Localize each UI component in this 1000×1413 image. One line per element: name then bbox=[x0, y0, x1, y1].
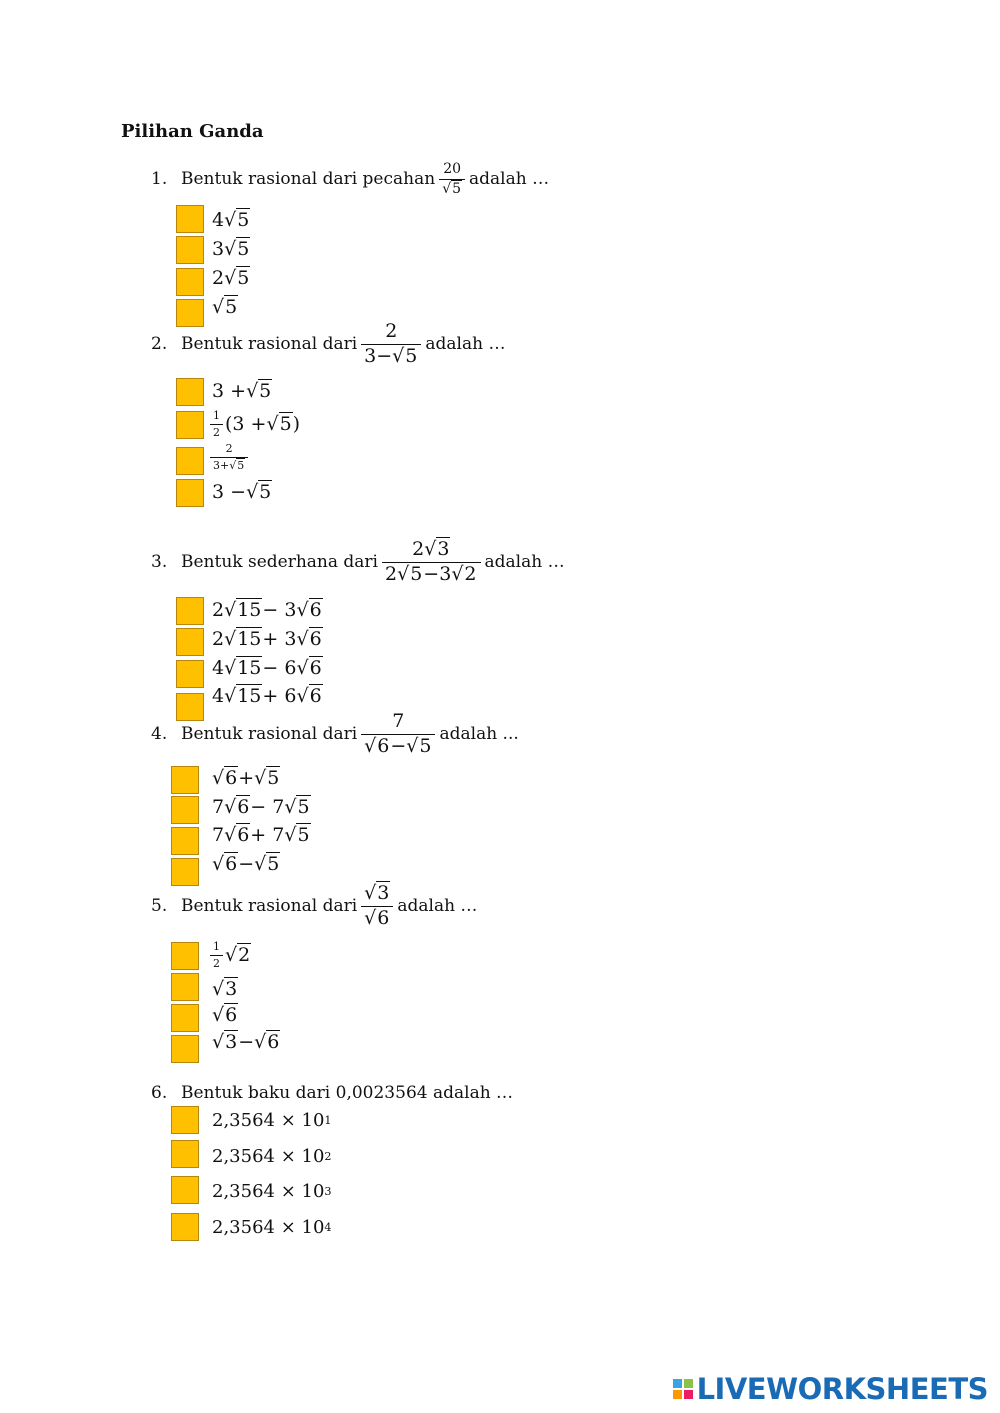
answer-box-4a[interactable] bbox=[171, 766, 199, 794]
option-6c: 2,3564 × 10 3 bbox=[212, 1181, 332, 1202]
question-suffix: adalah … bbox=[484, 552, 565, 573]
question-suffix: adalah … bbox=[425, 334, 506, 355]
answer-box-3a[interactable] bbox=[176, 597, 204, 625]
option-1c: 2 √5 bbox=[212, 267, 250, 289]
question-text: Bentuk sederhana dari bbox=[181, 552, 378, 573]
answer-box-2b[interactable] bbox=[176, 411, 204, 439]
answer-box-5a[interactable] bbox=[171, 942, 199, 970]
option-3c: 4 √15 − 6 √6 bbox=[212, 657, 322, 679]
option-1a: 4 √5 bbox=[212, 209, 250, 231]
option-5d: √3 − √6 bbox=[212, 1031, 280, 1053]
option-1d: √5 bbox=[212, 296, 238, 318]
fraction: $\frac{2√3}{2√5-3√2}$ bbox=[382, 540, 481, 585]
answer-box-4d[interactable] bbox=[171, 858, 199, 886]
option-2c: $\frac{2}{3+√5}$ bbox=[210, 443, 248, 471]
option-3d: 4 √15 + 6 √6 bbox=[212, 685, 322, 707]
answer-box-5c[interactable] bbox=[171, 1004, 199, 1032]
answer-box-1c[interactable] bbox=[176, 268, 204, 296]
answer-box-2a[interactable] bbox=[176, 378, 204, 406]
question-number: 4. bbox=[151, 724, 168, 745]
question-suffix: adalah ... bbox=[439, 724, 519, 745]
fraction: $\frac{7}{√6-√5}$ bbox=[361, 712, 435, 757]
option-5c: √6 bbox=[212, 1004, 238, 1026]
answer-box-6b[interactable] bbox=[171, 1140, 199, 1168]
question-number: 1. bbox=[151, 169, 168, 190]
question-1 bbox=[151, 162, 549, 196]
answer-box-3b[interactable] bbox=[176, 628, 204, 656]
question-2 bbox=[151, 322, 505, 367]
logo-text: LIVEWORKSHEETS bbox=[696, 1372, 988, 1406]
option-5a: $\frac{1}{2}$ √2 bbox=[210, 941, 251, 969]
answer-box-5d[interactable] bbox=[171, 1035, 199, 1063]
question-5 bbox=[151, 884, 477, 929]
option-4a: √6 + √5 bbox=[212, 767, 280, 789]
option-3a: 2 √15 − 3 √6 bbox=[212, 599, 322, 621]
answer-box-3c[interactable] bbox=[176, 660, 204, 688]
answer-box-2d[interactable] bbox=[176, 479, 204, 507]
question-number: 6. bbox=[151, 1083, 168, 1103]
question-3 bbox=[151, 540, 565, 585]
option-6a: 2,3564 × 10 1 bbox=[212, 1110, 332, 1131]
question-text: Bentuk rasional dari bbox=[181, 724, 358, 745]
option-3b: 2 √15 + 3 √6 bbox=[212, 628, 322, 650]
option-6d: 2,3564 × 10 4 bbox=[212, 1217, 332, 1238]
question-text: Bentuk baku dari 0,0023564 adalah … bbox=[181, 1083, 514, 1103]
logo-icon bbox=[673, 1379, 693, 1399]
answer-box-2c[interactable] bbox=[176, 447, 204, 475]
question-6 bbox=[151, 1083, 513, 1103]
fraction: $\frac{20}{√5}$ bbox=[439, 162, 465, 196]
question-text: Bentuk rasional dari bbox=[181, 334, 358, 355]
question-number: 2. bbox=[151, 334, 168, 355]
page-title: Pilihan Ganda bbox=[121, 121, 264, 142]
option-2a: 3 + √5 bbox=[212, 380, 272, 402]
answer-box-1a[interactable] bbox=[176, 205, 204, 233]
option-2b: $\frac{1}{2}$ (3 + √5 ) bbox=[210, 410, 300, 438]
question-number: 5. bbox=[151, 896, 168, 917]
answer-box-5b[interactable] bbox=[171, 973, 199, 1001]
question-text: Bentuk rasional dari pecahan bbox=[181, 169, 436, 190]
option-4c: 7 √6 + 7 √5 bbox=[212, 824, 310, 846]
option-2d: 3 − √5 bbox=[212, 481, 272, 503]
question-4 bbox=[151, 712, 519, 757]
fraction: $\frac{√3}{√6}$ bbox=[361, 884, 393, 929]
option-1b: 3 √5 bbox=[212, 238, 250, 260]
answer-box-4c[interactable] bbox=[171, 827, 199, 855]
option-6b: 2,3564 × 10 2 bbox=[212, 1146, 332, 1167]
answer-box-6c[interactable] bbox=[171, 1176, 199, 1204]
fraction: $\frac{2}{3-√5}$ bbox=[361, 322, 421, 367]
option-5b: √3 bbox=[212, 978, 238, 1000]
question-number: 3. bbox=[151, 552, 168, 573]
question-suffix: adalah … bbox=[469, 169, 550, 190]
answer-box-4b[interactable] bbox=[171, 796, 199, 824]
answer-box-1b[interactable] bbox=[176, 236, 204, 264]
liveworksheets-logo[interactable] bbox=[673, 1372, 988, 1406]
option-4d: √6 − √5 bbox=[212, 853, 280, 875]
question-suffix: adalah … bbox=[397, 896, 478, 917]
option-4b: 7 √6 − 7 √5 bbox=[212, 796, 310, 818]
answer-box-6a[interactable] bbox=[171, 1106, 199, 1134]
answer-box-6d[interactable] bbox=[171, 1213, 199, 1241]
question-text: Bentuk rasional dari bbox=[181, 896, 358, 917]
